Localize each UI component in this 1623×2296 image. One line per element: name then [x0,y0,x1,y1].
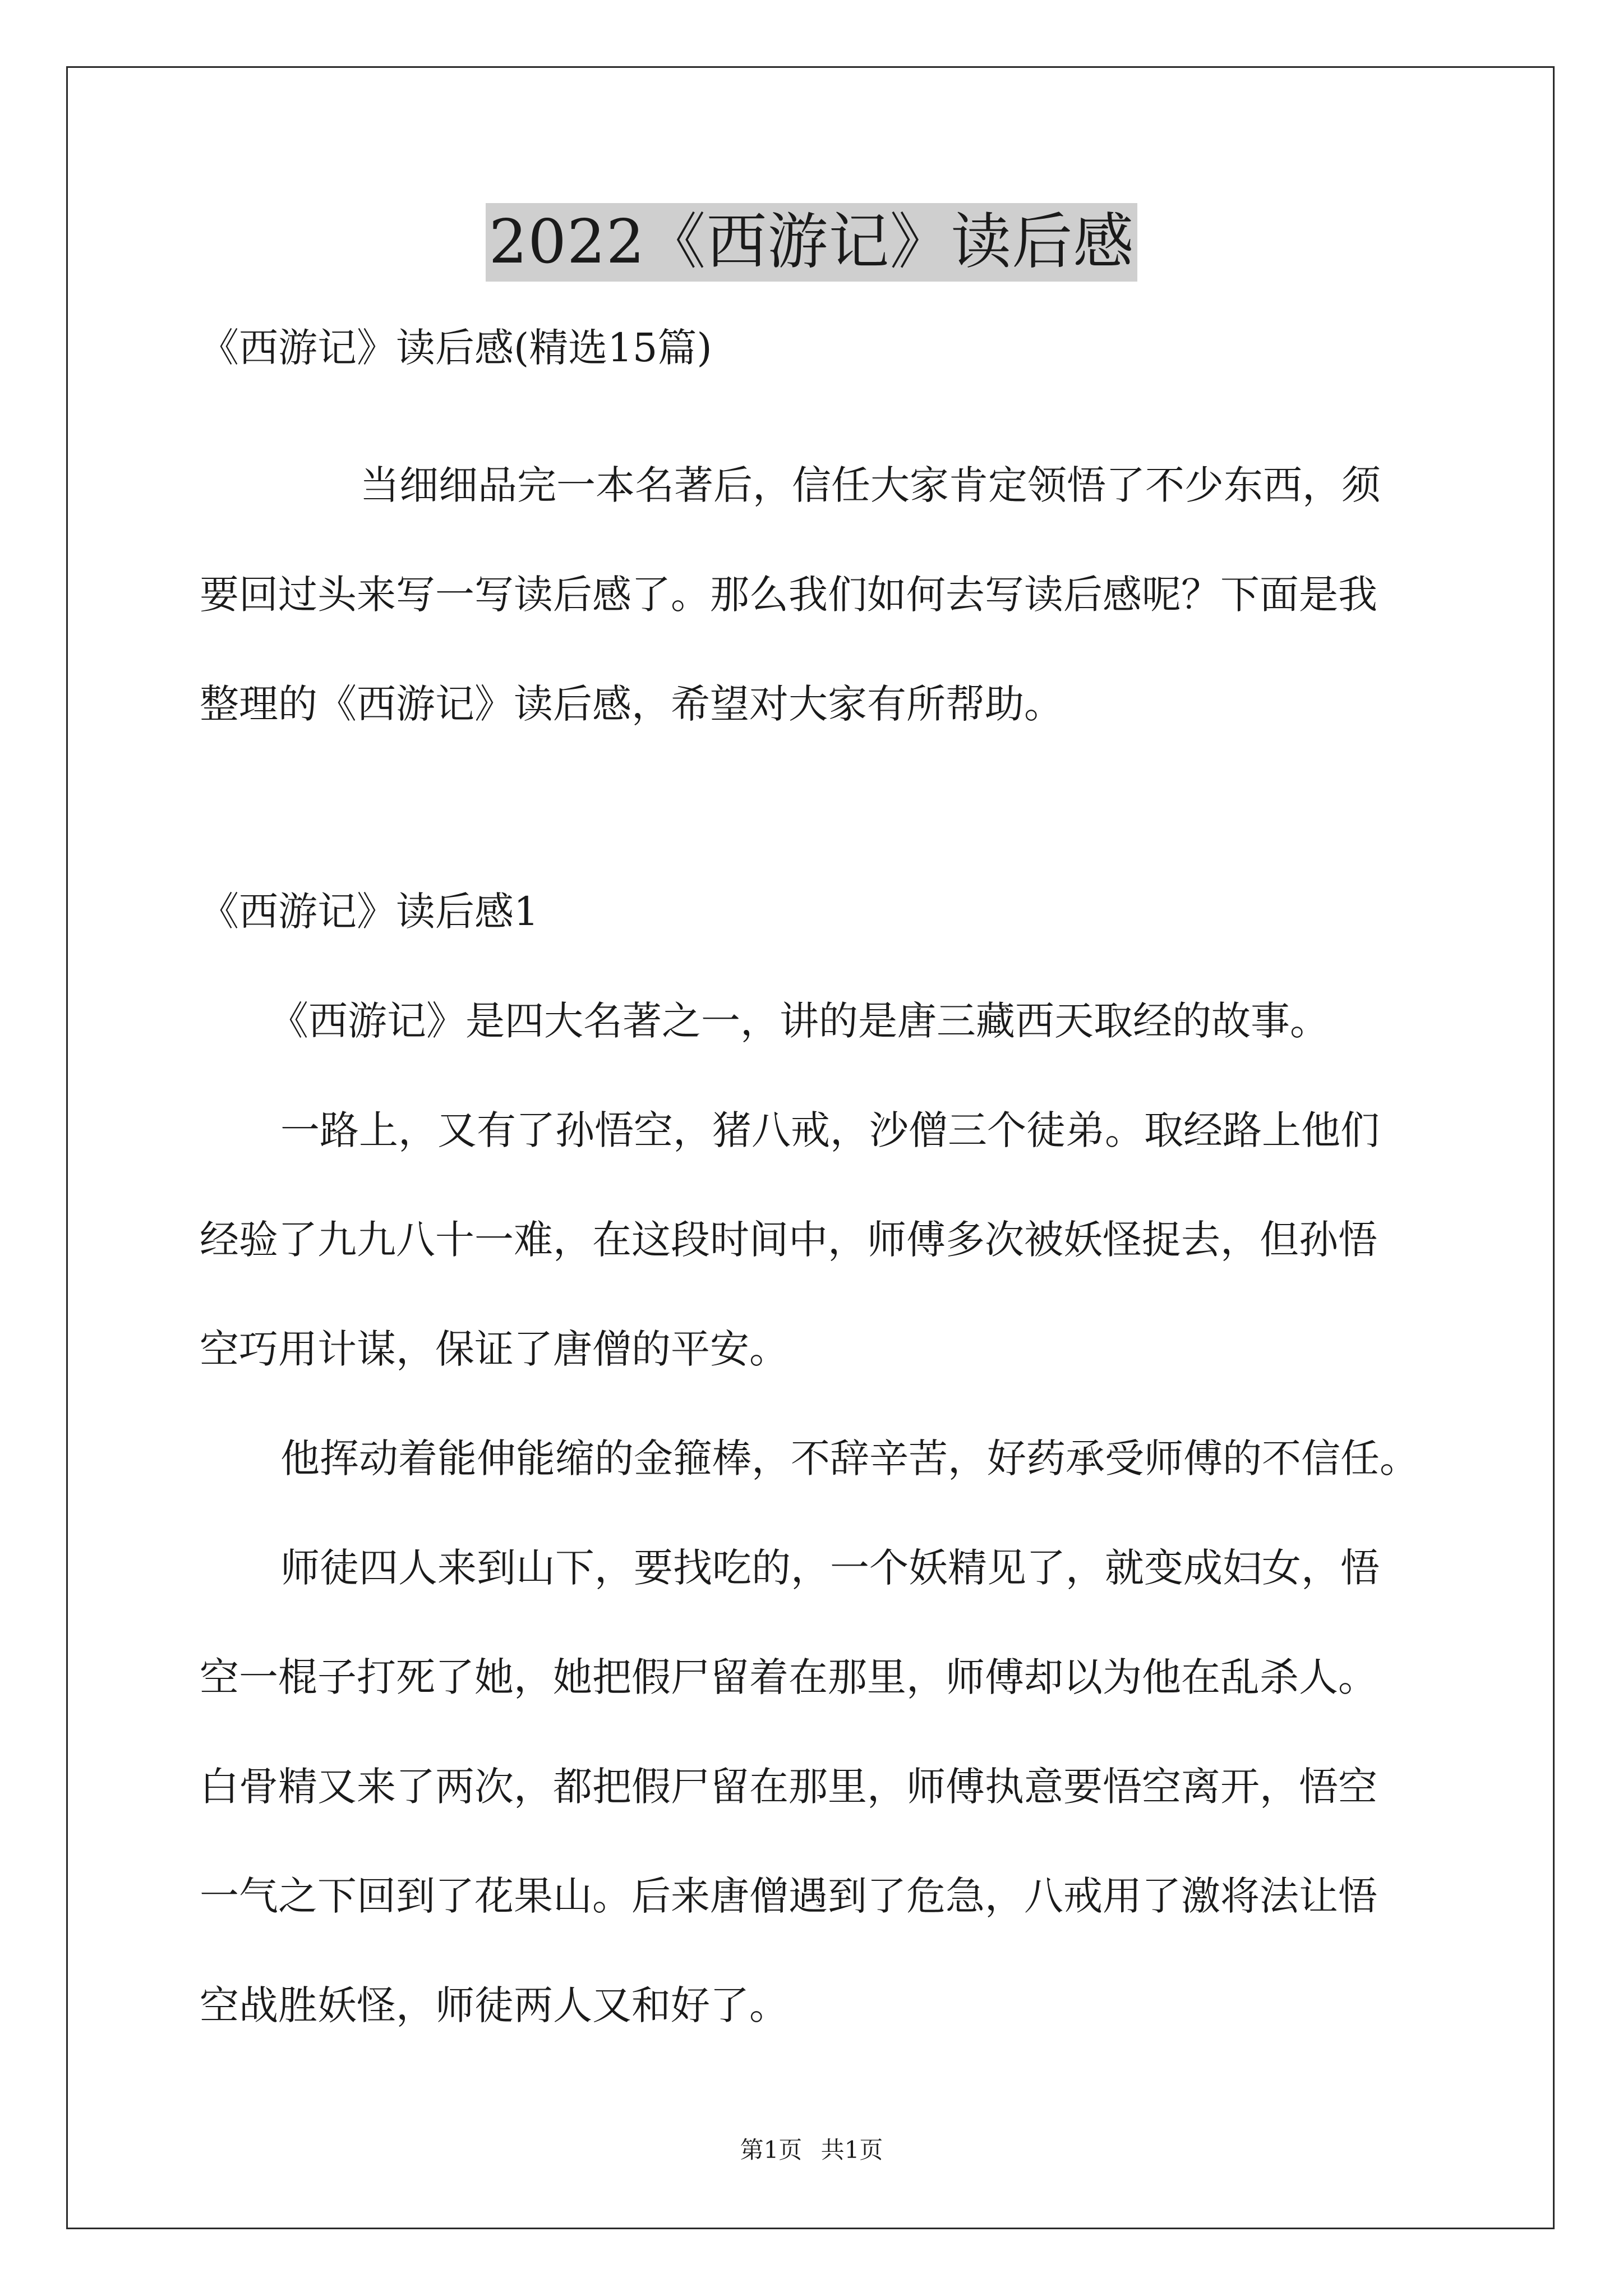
body-line-6: 师徒四人来到山下，要找吃的，一个妖精见了，就变成妇女，悟 [280,1545,1380,1591]
intro-line-3: 整理的《西游记》读后感，希望对大家有所帮助。 [200,681,1063,727]
body-line-8: 白骨精又来了两次，都把假尸留在那里，师傅执意要悟空离开，悟空 [200,1764,1377,1810]
intro-line-2: 要回过头来写一写读后感了。那么我们如何去写读后感呢？下面是我 [200,572,1377,618]
body-line-10: 空战胜妖怪，师徒两人又和好了。 [200,1982,789,2028]
section-heading: 《西游记》读后感1 [200,889,539,935]
page-footer [0,2134,1623,2166]
page-total: 共1页 [820,2136,883,2164]
page-number: 第1页 [740,2136,803,2164]
body-line-5: 他挥动着能伸能缩的金箍棒，不辞辛苦，好药承受师傅的不信任。 [280,1435,1419,1481]
body-line-1: 《西游记》是四大名著之一，讲的是唐三藏西天取经的故事。 [269,998,1329,1044]
document-title: 2022《西游记》读后感 [486,203,1138,282]
document-subtitle: 《西游记》读后感(精选15篇) [200,325,712,371]
intro-line-1: 当细细品完一本名著后，信任大家肯定领悟了不少东西，须 [360,462,1381,508]
title-container [0,203,1623,282]
body-line-9: 一气之下回到了花果山。后来唐僧遇到了危急，八戒用了激将法让悟 [200,1873,1377,1919]
body-line-2: 一路上，又有了孙悟空，猪八戒，沙僧三个徒弟。取经路上他们 [280,1107,1380,1153]
body-line-7: 空一棍子打死了她，她把假尸留着在那里，师傅却以为他在乱杀人。 [200,1654,1377,1700]
body-line-3: 经验了九九八十一难，在这段时间中，师傅多次被妖怪捉去，但孙悟 [200,1217,1377,1263]
body-line-4: 空巧用计谋，保证了唐僧的平安。 [200,1326,789,1372]
